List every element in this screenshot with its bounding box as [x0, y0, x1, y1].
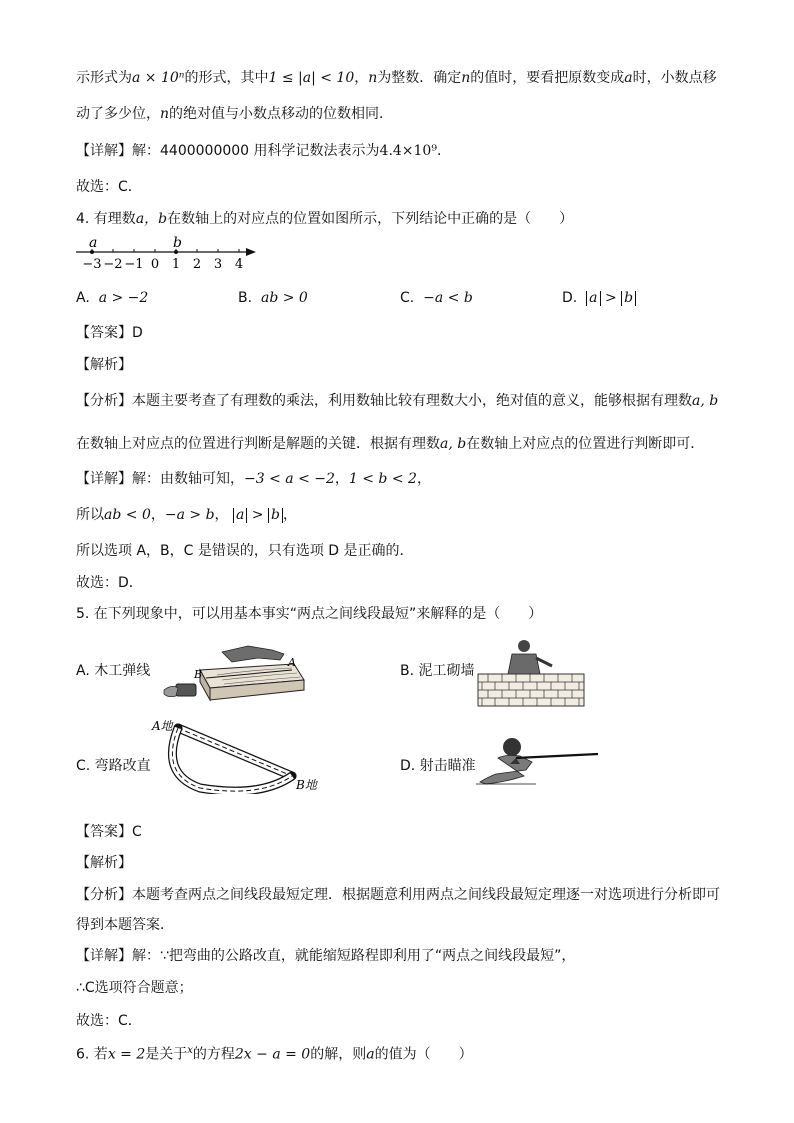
label-b: B地	[296, 778, 317, 792]
axis-arrow	[246, 248, 256, 256]
text: 在数轴上的对应点的位置如图所示，下列结论中正确的是（ ）	[167, 211, 574, 227]
text: 是关于	[145, 1046, 188, 1063]
formula: −a > b	[164, 507, 215, 523]
abs-b: b	[268, 508, 283, 523]
q4-choose: 故选：D．	[76, 575, 143, 591]
text: 的值为（ ）	[374, 1046, 473, 1063]
number-line	[72, 232, 262, 272]
analysis-tag: 【分析】	[76, 393, 132, 409]
text: 的形式，其中	[184, 70, 269, 86]
intro-line-4: 故选：C．	[76, 179, 142, 195]
text: 示形式为	[76, 70, 132, 86]
bricklayer-image	[476, 636, 588, 708]
axis-tick-label: 3	[213, 257, 223, 272]
text: 本题主要考查了有理数的乘法，利用数轴比较有理数大小，绝对值的意义，能够根据有理数	[132, 393, 692, 409]
shooter-body	[480, 755, 532, 784]
formula: ab < 0	[104, 507, 151, 523]
vars: a, b	[692, 393, 719, 409]
var: a	[366, 1046, 375, 1063]
operator: >	[604, 290, 617, 306]
option-text: ab > 0	[260, 290, 308, 306]
label-b: B	[194, 668, 203, 681]
text: 6. 若	[76, 1046, 108, 1063]
hand-b	[164, 686, 178, 696]
q5-therefore: ∴C选项符合题意；	[76, 980, 193, 996]
formula: a × 10ⁿ	[132, 70, 185, 86]
text: 为整数．确定	[377, 70, 462, 86]
carpenter-image	[162, 640, 310, 708]
worker-head	[518, 640, 530, 652]
detail-tag: 【详解】	[76, 471, 132, 487]
text: ，	[282, 507, 297, 523]
formula: −3 < a < −2	[244, 471, 335, 487]
q4-analysis-2	[76, 434, 704, 454]
axis-tick-label: 0	[150, 257, 160, 272]
text: ，	[416, 471, 431, 487]
q4-detail-1	[76, 469, 431, 489]
detail-tag: 【详解】	[76, 948, 132, 964]
formula: 2x − a = 0	[234, 1046, 311, 1063]
intro-line-3	[76, 141, 451, 161]
q5-detail	[76, 946, 575, 966]
text: 解：由数轴可知，	[132, 471, 244, 487]
q5-choose: 故选：C．	[76, 1013, 142, 1029]
text: 解：∵把弯曲的公路改直，就能缩短路程即利用了“两点之间线段最短”，	[132, 948, 576, 964]
worker-body	[508, 654, 540, 674]
operator: >	[251, 507, 264, 523]
text: 时，小数点移	[632, 70, 717, 86]
vars: a，b	[135, 211, 168, 227]
text: 在数轴上对应点的位置进行判断是解题的关键．根据有理数	[76, 436, 440, 452]
q4-option-b[interactable]	[238, 288, 308, 308]
q4-detail-3: 所以选项 A，B，C 是错误的，只有选项 D 是正确的．	[76, 543, 414, 559]
q5-option-a[interactable]: A. 木工弹线	[76, 663, 151, 679]
axis-tick-label: 4	[234, 257, 244, 272]
var: a	[624, 70, 633, 86]
shooter-head	[503, 738, 521, 756]
q4-answer: 【答案】D	[76, 325, 143, 341]
text: 4. 有理数	[76, 211, 136, 227]
axis-tick-label: 1	[171, 257, 181, 272]
option-label: B.	[238, 290, 253, 306]
q5-answer: 【答案】C	[76, 824, 142, 840]
label-a: A	[288, 656, 296, 669]
q4-option-c[interactable]	[400, 288, 473, 308]
option-text: a > −2	[98, 290, 149, 306]
hand-a	[222, 646, 284, 662]
q6-stem	[76, 1041, 473, 1065]
text: ，	[150, 507, 165, 523]
detail-tag: 【详解】	[76, 143, 132, 159]
q4-option-d[interactable]	[562, 288, 636, 308]
text: 的值时，要看把原数变成	[470, 70, 625, 86]
text: 的绝对值与小数点移动的位数相同．	[169, 106, 394, 122]
axis-tick-label: −1	[124, 257, 144, 272]
text: 在数轴上对应点的位置进行判断即可．	[466, 436, 705, 452]
option-label: D.	[562, 290, 578, 306]
abs-a: a	[586, 291, 600, 306]
text: 本题考查两点之间线段最短定理．根据题意利用两点之间线段最短定理逐一对选项进行分析即可	[132, 887, 720, 903]
q5-analysis-2: 得到本题答案．	[76, 917, 174, 933]
q4-detail-2	[76, 505, 297, 525]
text: 的解，则	[310, 1046, 367, 1063]
q5-option-c[interactable]: C. 弯路改直	[76, 758, 151, 774]
label-a: A地	[152, 719, 173, 733]
text: 的方程	[192, 1046, 235, 1063]
q5-option-d[interactable]: D. 射击瞄准	[400, 758, 476, 774]
road-image	[150, 714, 330, 794]
option-text: −a < b	[423, 290, 473, 306]
q5-option-b[interactable]: B. 泥工砌墙	[400, 663, 475, 679]
q5-analysis-1	[76, 885, 720, 905]
text: 动了多少位，	[76, 106, 160, 122]
text: 所以	[76, 507, 104, 523]
var: n	[160, 106, 170, 122]
formula: 1 < b < 2	[348, 471, 417, 487]
axis-tick-label: −3	[82, 257, 102, 272]
var: x	[187, 1045, 193, 1056]
q4-analysis-head: 【解析】	[76, 357, 132, 373]
text: ，	[354, 70, 369, 86]
q4-option-a[interactable]	[76, 288, 148, 308]
text: ，	[334, 471, 349, 487]
var: n	[368, 70, 378, 86]
text: ，	[214, 507, 229, 523]
text: 解：4400000000 用科学记数法表示为	[132, 143, 380, 159]
analysis-tag: 【分析】	[76, 887, 132, 903]
option-label: C.	[400, 290, 415, 306]
q4-analysis-1	[76, 391, 718, 411]
formula: x = 2	[107, 1046, 146, 1063]
label-b: b	[173, 235, 182, 251]
label-a: a	[89, 235, 98, 251]
ink-box	[176, 684, 196, 696]
intro-line-1	[76, 68, 717, 88]
axis-tick-label: 2	[192, 257, 202, 272]
q5-analysis-head: 【解析】	[76, 855, 132, 871]
shooter-image	[476, 734, 602, 786]
q4-stem	[76, 209, 573, 229]
abs-a: a	[233, 508, 247, 523]
text: ．	[436, 143, 451, 159]
intro-line-2	[76, 104, 393, 124]
rifle	[516, 754, 598, 758]
abs-b: b	[621, 291, 636, 306]
q5-stem: 5. 在下列现象中，可以用基本事实“两点之间线段最短”来解释的是（ ）	[76, 606, 543, 622]
vars: a, b	[440, 436, 467, 452]
brick-wall	[478, 674, 584, 706]
option-label: A.	[76, 290, 90, 306]
axis-tick-label: −2	[103, 257, 123, 272]
formula: 1 ≤ |a| < 10	[268, 70, 355, 86]
var: n	[461, 70, 471, 86]
formula: 4.4×10⁹	[379, 143, 437, 159]
